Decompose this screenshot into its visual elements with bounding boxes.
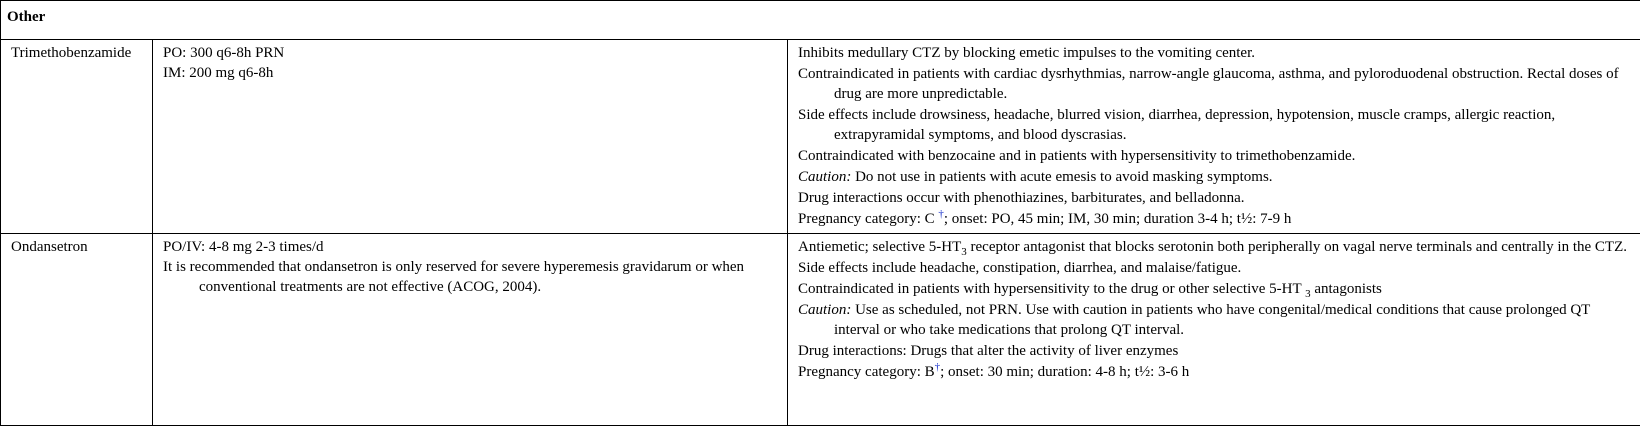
dosage-line: It is recommended that ondansetron is only reserved for severe hyperemesis gravidarum or when conventional treatments are not effective (ACOG, 2004). <box>163 259 745 295</box>
caution-label: Caution: <box>798 169 852 185</box>
note-line: Inhibits medullary CTZ by blocking emetic impulses to the vomiting center. <box>798 45 1256 61</box>
pregnancy-prefix: Pregnancy category: C <box>798 211 939 227</box>
dosage-line: PO: 300 q6-8h PRN <box>163 45 285 61</box>
note-line <box>798 279 1633 299</box>
caution-text: Do not use in patients with acute emesis to avoid masking symptoms. <box>851 169 1273 185</box>
pregnancy-suffix: ; onset: PO, 45 min; IM, 30 min; duration 3-4 h; t½: 7-9 h <box>943 211 1292 227</box>
pregnancy-note <box>798 362 1633 382</box>
table-row <box>1 40 1640 234</box>
subscript: 3 <box>961 246 967 258</box>
note-text: antagonists <box>1310 281 1382 297</box>
pregnancy-suffix: ; onset: 30 min; duration: 4-8 h; t½: 3-6 h <box>940 364 1190 380</box>
note-line: Side effects include drowsiness, headache, blurred vision, diarrhea, depression, hypotension, muscle cramps, allergic reaction, extrapyramidal symptoms, and blood dyscrasias. <box>798 107 1556 143</box>
pregnancy-note <box>798 209 1633 229</box>
notes-cell <box>788 40 1640 234</box>
caution-text: Use as scheduled, not PRN. Use with caution in patients who have congenital/medical conditions that cause prolonged QT interval or who take medications that prolong QT interval. <box>834 302 1591 338</box>
drug-name: Ondansetron <box>1 234 153 426</box>
table-row <box>1 234 1640 426</box>
caution-label: Caution: <box>798 302 852 318</box>
note-text: Contraindicated in patients with hypersensitivity to the drug or other selective 5-HT <box>798 281 1306 297</box>
interactions-note: Drug interactions occur with phenothiazines, barbiturates, and belladonna. <box>798 190 1245 206</box>
section-header-row <box>1 1 1640 40</box>
note-line: Contraindicated in patients with cardiac dysrhythmias, narrow-angle glaucoma, asthma, and pyloroduodenal obstruction. Rectal doses of drug are more unpredictable. <box>798 66 1619 102</box>
dosage-cell <box>153 40 788 234</box>
subscript: 3 <box>1305 288 1311 300</box>
note-line: Contraindicated with benzocaine and in patients with hypersensitivity to trimethobenzamide. <box>798 148 1356 164</box>
note-text: receptor antagonist that blocks serotonin both peripherally on vagal nerve terminals and centrally in the CTZ. <box>966 239 1627 255</box>
interactions-note: Drug interactions: Drugs that alter the activity of liver enzymes <box>798 343 1179 359</box>
section-title: Other <box>1 1 1640 40</box>
dosage-line: PO/IV: 4-8 mg 2-3 times/d <box>163 239 324 255</box>
note-text: Antiemetic; selective 5-HT <box>798 239 962 255</box>
dosage-cell <box>153 234 788 426</box>
caution-note <box>798 300 1633 340</box>
note-line: Side effects include headache, constipation, diarrhea, and malaise/fatigue. <box>798 260 1242 276</box>
notes-cell <box>788 234 1640 426</box>
caution-note <box>798 167 1633 187</box>
dosage-line: IM: 200 mg q6-8h <box>163 65 274 81</box>
pregnancy-prefix: Pregnancy category: B <box>798 364 935 380</box>
drug-name: Trimethobenzamide <box>1 40 153 234</box>
dagger-footnote-link[interactable]: † <box>934 361 941 373</box>
note-line <box>798 237 1633 257</box>
dagger-footnote-link[interactable]: † <box>938 208 944 220</box>
